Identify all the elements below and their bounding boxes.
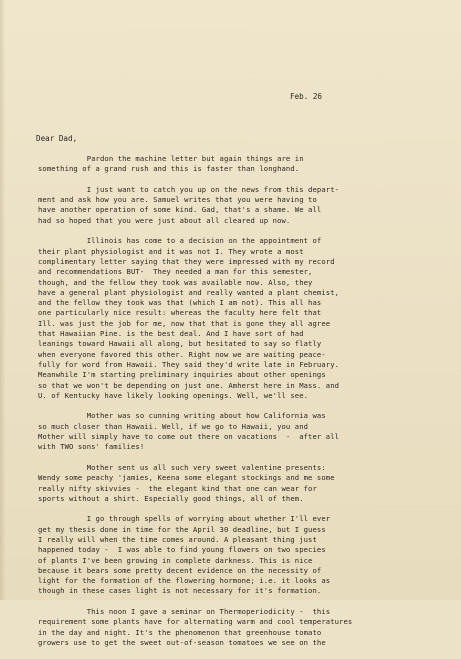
letter-date: Feb. 26	[290, 92, 323, 101]
paragraph-6: I go through spells of worrying about whether I'll ever get my thesis done in time for the April 30 deadline, but I guess I really will when the time comes around. A pleasant thing just happened today - I was able to find young flowers on two species of plants I've been growing in complete darkness. This is nice because it bears some pretty decent evidence on the necessity of light for the formation of the flowering hormone; i.e. it looks as though in these cases light is not necessary for it's formation.	[38, 514, 331, 596]
paragraph-1: Pardon the machine letter but again things are in something of a grand rush and this is faster than longhand.	[38, 154, 304, 174]
letter-salutation: Dear Dad,	[36, 134, 78, 143]
paragraph-5: Mother sent us all such very sweet valentine presents: Wendy some peachy 'jamies, Keena some elegant stockings and me some really nifty skivvies - the elegant kind that one can wear for sports without a shirt. Especially good things, all of them.	[38, 462, 335, 503]
paragraph-3: Illinois has come to a decision on the appointment of their plant physiologist and it was not I. They wrote a most complimentary letter saying that they were impressed with my record and recommendations BUT- They needed a man for this semester, though, and the fellow they took was available now. Also, they have a general plant physiologist and really wanted a plant chemist, and the fellow they took was that (which I am not). This all has one particularly nice result: whereas the faculty here felt that Ill. was just the job for me, now that that is gone they all agree that Hawaiian Pine. is the best deal. And I have sort of had leanings toward Hawaii all along, but hesitated to say so flatly when everyone favored this other. Right now we are waiting peace- fully for word from Hawaii. They said they'd write late in February. Meanwhile I'm starting preliminary inquiries about other openings so that we won't be depending on just one. Amherst here in Mass. and U. of Kentucky have likely looking openings. Well, we'll see.	[38, 236, 340, 400]
paragraph-2: I just want to catch you up on the news from this depart- ment and ask how you are. Samuel writes that you were having to have another operation of some kind. Gad, that's a shame. We all had so hoped that you were just about all cleared up now.	[38, 184, 340, 225]
paragraph-4: Mother was so cunning writing about how California was so much closer than Hawaii. Well, if we go to Hawaii, you and Mother will simply have to come out there on vacations - after all with TWO sons' families!	[38, 411, 340, 452]
paragraph-7: This noon I gave a seminar on Thermoperiodicity - this requirement some plants have for alternating warm and cool temperatures in the day and night. It's the phenomenon that greenhouse tomato growers use to get the sweet out-of-season tomatoes we see on the	[38, 607, 353, 647]
letter-body	[38, 154, 434, 659]
